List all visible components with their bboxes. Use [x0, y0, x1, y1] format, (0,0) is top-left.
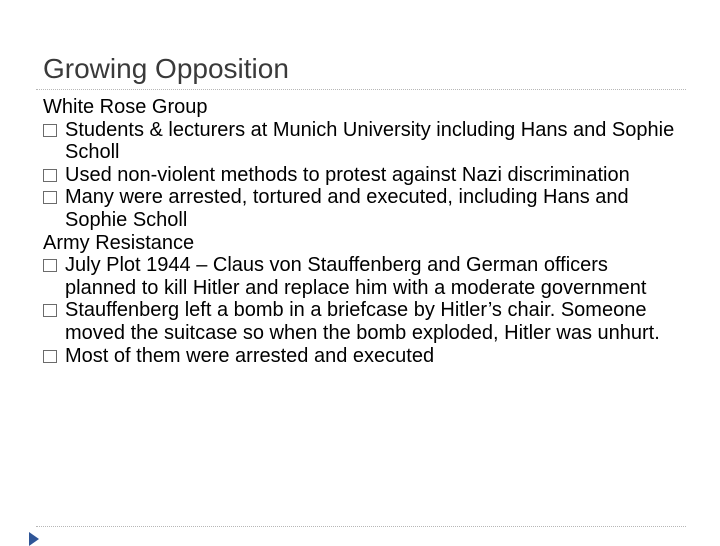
slide-content	[43, 96, 683, 367]
bullet-item	[43, 345, 683, 368]
bullet-text: Stauffenberg left a bomb in a briefcase by Hitler’s chair. Someone moved the suitcase so when the bomb exploded, Hitler was unhurt.	[65, 299, 660, 344]
checkbox-square-icon	[43, 350, 57, 363]
section-heading-army-resistance: Army Resistance	[43, 231, 195, 254]
checkbox-square-icon	[43, 304, 57, 317]
checkbox-square-icon	[43, 191, 57, 204]
section-heading-white-rose: White Rose Group	[43, 96, 208, 118]
bullet-text: Many were arrested, tortured and executed, including Hans and Sophie Scholl	[65, 186, 629, 231]
bullet-item	[43, 186, 683, 231]
bullet-item	[43, 299, 683, 344]
checkbox-square-icon	[43, 169, 57, 182]
footer-divider	[36, 526, 686, 527]
bullet-text: Students & lecturers at Munich University including Hans and Sophie Scholl	[65, 118, 675, 164]
bullet-item	[43, 254, 683, 299]
bullet-item	[43, 119, 683, 164]
bullet-item	[43, 164, 683, 187]
title-divider	[36, 89, 686, 90]
bullet-text: July Plot 1944 – Claus von Stauffenberg and German officers planned to kill Hitler and replace him with a moderate government	[65, 254, 647, 299]
bullet-text: Used non-violent methods to protest against Nazi discrimination	[65, 163, 630, 186]
bullet-text: Most of them were arrested and executed	[65, 344, 435, 367]
play-arrow-icon[interactable]	[29, 532, 39, 546]
checkbox-square-icon	[43, 259, 57, 272]
checkbox-square-icon	[43, 124, 57, 137]
slide-title: Growing Opposition	[43, 53, 289, 84]
